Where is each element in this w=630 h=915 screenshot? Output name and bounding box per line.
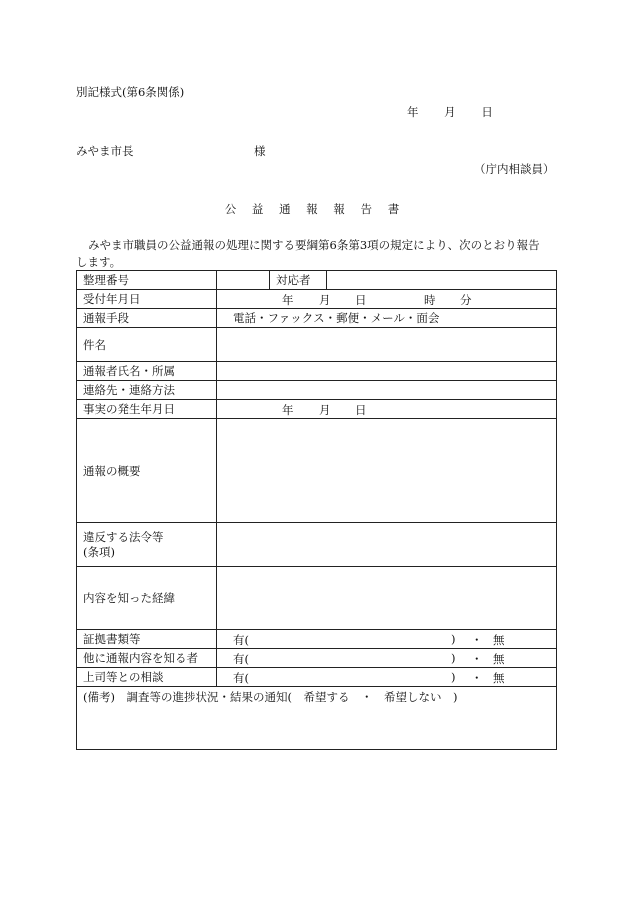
row-seiri [77, 271, 557, 290]
date-year: 年 [407, 105, 419, 119]
row-shudan [77, 309, 557, 328]
uketsuke-value[interactable] [217, 290, 557, 309]
joshi-inner [217, 668, 556, 686]
joshi-yes: 有( [233, 671, 249, 685]
intro-line-2: します。 [76, 255, 122, 269]
ihan-value[interactable] [217, 523, 557, 567]
row-renraku [77, 381, 557, 400]
keii-label: 内容を知った経緯 [77, 567, 217, 630]
uketsuke-minute: 分 [460, 293, 472, 307]
tsuhosha-label: 通報者氏名・所属 [77, 362, 217, 381]
gaiyou-value[interactable] [217, 419, 557, 523]
page-title: 公 益 通 報 報 告 書 [224, 202, 406, 216]
renraku-value[interactable] [217, 381, 557, 400]
joshi-dot: ・ [471, 671, 483, 685]
row-hassei [77, 400, 557, 419]
row-biko [77, 687, 557, 750]
shoko-inner [217, 630, 556, 648]
keii-value[interactable] [217, 567, 557, 630]
seiri-split [217, 271, 556, 289]
date-day: 日 [481, 105, 493, 119]
hoka-close: ) [451, 651, 456, 665]
hassei-month: 月 [319, 403, 331, 417]
ihan-label-line-2: (条項) [83, 544, 115, 559]
shudan-label: 通報手段 [77, 309, 217, 328]
date-line [407, 104, 493, 120]
tsuhosha-value[interactable] [217, 362, 557, 381]
row-ihan [77, 523, 557, 567]
uketsuke-year: 年 [282, 293, 294, 307]
row-kenmei [77, 328, 557, 362]
biko-text: (備考) 調査等の進捗状況・結果の通知( 希望する ・ 希望しない ) [83, 690, 458, 704]
taiousha-label: 対応者 [276, 273, 311, 287]
hoka-value[interactable] [217, 649, 557, 668]
shoko-yes: 有( [233, 633, 249, 647]
shudan-value[interactable]: 電話・ファックス・郵便・メール・面会 [217, 309, 557, 328]
shoko-value[interactable] [217, 630, 557, 649]
kenmei-value[interactable] [217, 328, 557, 362]
date-month: 月 [444, 105, 456, 119]
hoka-label: 他に通報内容を知る者 [77, 649, 217, 668]
seiri-label: 整理番号 [77, 271, 217, 290]
uketsuke-day: 日 [355, 293, 367, 307]
hoka-no: 無 [493, 652, 505, 666]
hassei-value[interactable] [217, 400, 557, 419]
seiri-area[interactable] [217, 271, 557, 290]
uketsuke-inner [217, 290, 556, 308]
sender-title: （庁内相談員） [474, 162, 555, 176]
shoko-dot: ・ [471, 633, 483, 647]
taiousha-value-field[interactable] [327, 271, 556, 289]
shoko-label: 証拠書類等 [77, 630, 217, 649]
joshi-close: ) [451, 670, 456, 684]
biko-cell[interactable] [77, 687, 557, 750]
row-keii [77, 567, 557, 630]
seiri-value-field[interactable] [217, 271, 269, 289]
uketsuke-label: 受付年月日 [77, 290, 217, 309]
ihan-label [77, 523, 217, 567]
hoka-inner [217, 649, 556, 667]
gaiyou-label: 通報の概要 [77, 419, 217, 523]
joshi-label: 上司等との相談 [77, 668, 217, 687]
row-gaiyou [77, 419, 557, 523]
hassei-day: 日 [355, 403, 367, 417]
hassei-label: 事実の発生年月日 [77, 400, 217, 419]
hassei-year: 年 [282, 403, 294, 417]
intro-line-1: みやま市職員の公益通報の処理に関する要綱第6条第3項の規定により、次のとおり報告 [88, 238, 540, 252]
joshi-no: 無 [493, 671, 505, 685]
row-shoko [77, 630, 557, 649]
row-uketsuke [77, 290, 557, 309]
form-label: 別記様式(第6条関係) [76, 85, 185, 99]
row-hoka [77, 649, 557, 668]
recipient: みやま市長 [76, 144, 134, 158]
uketsuke-month: 月 [319, 293, 331, 307]
honorific: 様 [254, 144, 266, 158]
ihan-label-line-1: 違反する法令等 [83, 529, 164, 544]
hassei-inner [217, 400, 556, 418]
shoko-close: ) [451, 632, 456, 646]
row-joshi [77, 668, 557, 687]
joshi-value[interactable] [217, 668, 557, 687]
renraku-label: 連絡先・連絡方法 [77, 381, 217, 400]
shoko-no: 無 [493, 633, 505, 647]
uketsuke-hour: 時 [424, 293, 436, 307]
hoka-yes: 有( [233, 652, 249, 666]
row-tsuhosha [77, 362, 557, 381]
kenmei-label: 件名 [77, 328, 217, 362]
report-form [76, 270, 557, 750]
hoka-dot: ・ [471, 652, 483, 666]
